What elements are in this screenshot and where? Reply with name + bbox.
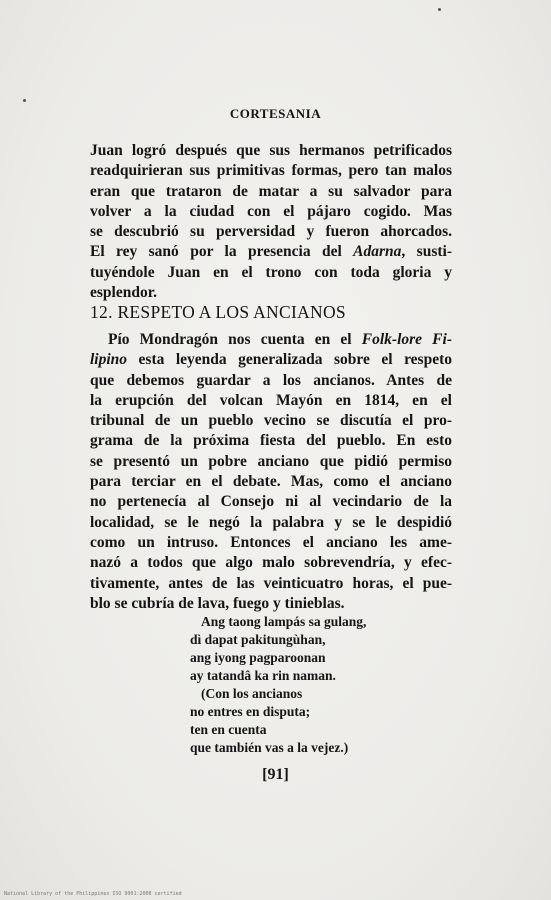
- text-line: tivamente, antes de las veinticuatro horas, el pue-: [90, 574, 452, 592]
- verse-line: (Con los ancianos: [201, 686, 303, 701]
- verse-line: Ang taong lampás sa gulang,: [201, 614, 367, 629]
- text-line: grama de la próxima fiesta del pueblo. En esto: [90, 432, 452, 450]
- verse-line: no entres en disputa;: [190, 704, 311, 719]
- text-line: blo se cubría de lava, fuego y tinieblas.: [90, 594, 345, 612]
- italic-title: Adarna: [353, 243, 402, 261]
- section-title: 12. RESPETO A LOS ANCIANOS: [90, 302, 346, 322]
- text-line: para terciar en el debate. Mas, como el anciano: [90, 473, 452, 491]
- verse-line: ang iyong pagparoonan: [190, 650, 326, 665]
- text-line: se presentó un pobre anciano que pidió permiso: [90, 452, 452, 470]
- page-number: [91]: [262, 766, 289, 783]
- text-line: Juan logró después que sus hermanos petrificados: [90, 142, 452, 159]
- text-line: esplendor.: [90, 284, 158, 302]
- text-line: [90, 242, 452, 262]
- text-line: tribunal de un pueblo vecino se discutía el pro-: [90, 412, 452, 430]
- text-line: no pertenecía al Consejo ni al vecindario de la: [90, 493, 452, 511]
- text-line: tuyéndole Juan en el trono con toda gloria y: [90, 263, 452, 281]
- verse-line: dì dapat pakitungùhan,: [190, 632, 326, 647]
- running-head: CORTESANIA: [229, 106, 322, 121]
- library-footer: National Library of the Philippines ISO 9001:2008 certified: [4, 891, 182, 897]
- text-line: volver a la ciudad con el pájaro cogido. Mas: [90, 202, 452, 220]
- text-line: como un intruso. Entonces el anciano les ame-: [90, 533, 452, 551]
- text-fragment: Pío Mondragón nos cuenta en el: [108, 331, 362, 348]
- verse-spanish: [190, 685, 348, 757]
- text-line: readquirieran sus primitivas formas, pero tan malos: [90, 162, 452, 180]
- italic-title: lipino: [90, 351, 128, 369]
- verse-line: que también vas a la vejez.): [190, 740, 349, 755]
- text-fragment: , susti-: [401, 243, 452, 261]
- text-line: localidad, se le negó la palabra y se le despidió: [90, 513, 452, 531]
- paragraph-1: [90, 141, 452, 303]
- speck: [438, 8, 441, 11]
- text-line: se descubrió su perversidad y fueron ahorcados.: [90, 223, 452, 241]
- paragraph-2: [90, 330, 452, 614]
- text-line: la erupción del volcan Mayón en 1814, en el: [90, 391, 452, 409]
- text-line: eran que trataron de matar a su salvador para: [90, 182, 452, 200]
- speck: [23, 99, 26, 102]
- verse-line: ten en cuenta: [190, 722, 267, 737]
- verse-tagalog: [190, 613, 366, 685]
- verse-line: ay tatandâ ka rin naman.: [190, 668, 336, 683]
- text-line: [90, 350, 452, 370]
- text-line: [90, 330, 452, 350]
- text-line: que debemos guardar a los ancianos. Antes de: [90, 371, 452, 389]
- italic-title: Folk-lore Fi-: [361, 331, 452, 348]
- text-line: nazó a todos que algo malo sobrevendría, y efec-: [90, 554, 452, 572]
- text-fragment: esta leyenda generalizada sobre el respeto: [127, 351, 452, 369]
- text-fragment: El rey sanó por la presencia del: [90, 243, 354, 261]
